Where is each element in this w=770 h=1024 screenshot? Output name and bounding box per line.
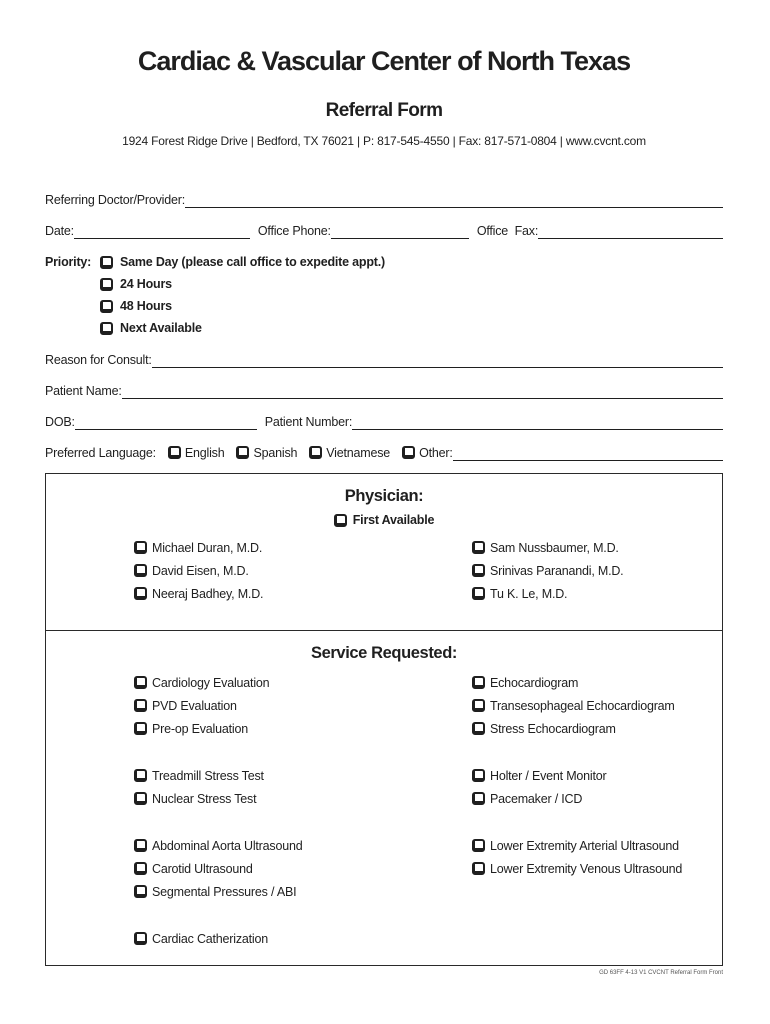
service-option bbox=[134, 671, 384, 694]
form-subtitle: Referral Form bbox=[325, 100, 443, 121]
office-phone-label: Office Phone: bbox=[257, 224, 331, 238]
office-fax-line[interactable] bbox=[538, 225, 723, 239]
service-checkbox-nuclear-stress-test[interactable] bbox=[134, 792, 147, 805]
reason-row bbox=[45, 351, 723, 368]
dob-row bbox=[45, 413, 723, 430]
physician-checkbox-michael-duran[interactable] bbox=[134, 541, 147, 554]
physician-checkbox-first-available[interactable] bbox=[334, 514, 347, 527]
priority-checkbox-next-available[interactable] bbox=[100, 322, 113, 335]
service-row bbox=[46, 880, 722, 903]
priority-label: Priority: bbox=[45, 255, 92, 269]
page-title: Cardiac & Vascular Center of North Texas bbox=[137, 46, 631, 76]
service-checkbox-treadmill-stress-test[interactable] bbox=[134, 769, 147, 782]
physician-checkbox-sam-nussbaumer[interactable] bbox=[472, 541, 485, 554]
service-checkbox-pvd-evaluation[interactable] bbox=[134, 699, 147, 712]
service-requested-title: Service Requested: bbox=[311, 644, 457, 662]
service-option bbox=[134, 834, 384, 857]
service-requested-section bbox=[46, 631, 722, 950]
service-label: Treadmill Stress Test bbox=[152, 768, 264, 783]
physician-checkbox-srinivas-paranandi[interactable] bbox=[472, 564, 485, 577]
patient-name-line[interactable] bbox=[122, 385, 723, 399]
patient-number-line[interactable] bbox=[352, 416, 723, 430]
service-option bbox=[472, 694, 722, 717]
referring-doctor-line[interactable] bbox=[185, 194, 723, 208]
service-checkbox-pacemaker-icd[interactable] bbox=[472, 792, 485, 805]
service-label: Pre-op Evaluation bbox=[152, 721, 248, 736]
physician-label: Srinivas Paranandi, M.D. bbox=[490, 563, 624, 578]
physician-label: Neeraj Badhey, M.D. bbox=[152, 586, 264, 601]
service-option bbox=[134, 857, 384, 880]
service-checkbox-carotid-ultrasound[interactable] bbox=[134, 862, 147, 875]
office-fax-label: Office Fax: bbox=[476, 224, 539, 238]
service-label: Lower Extremity Arterial Ultrasound bbox=[490, 838, 679, 853]
patient-name-label: Patient Name: bbox=[45, 384, 122, 398]
service-checkbox-transesophageal-echocardiogram[interactable] bbox=[472, 699, 485, 712]
service-option bbox=[134, 717, 384, 740]
service-option bbox=[472, 787, 722, 810]
dob-label: DOB: bbox=[45, 415, 75, 429]
office-phone-line[interactable] bbox=[331, 225, 469, 239]
service-label: Lower Extremity Venous Ultrasound bbox=[490, 861, 683, 876]
service-label: Segmental Pressures / ABI bbox=[152, 884, 297, 899]
physician-section bbox=[46, 474, 722, 631]
service-option bbox=[134, 787, 384, 810]
language-label: English bbox=[184, 445, 225, 460]
service-option bbox=[472, 717, 722, 740]
service-checkbox-cardiac-catherization[interactable] bbox=[134, 932, 147, 945]
priority-option-label: Same Day (please call office to expedite appt.) bbox=[120, 255, 385, 269]
language-checkbox-other[interactable] bbox=[402, 446, 415, 459]
service-row bbox=[46, 857, 722, 880]
service-row bbox=[46, 671, 722, 694]
first-available-label: First Available bbox=[352, 513, 435, 527]
service-checkbox-lower-extremity-venous-ultrasound[interactable] bbox=[472, 862, 485, 875]
service-row bbox=[46, 787, 722, 810]
priority-checkbox-same-day[interactable] bbox=[100, 256, 113, 269]
service-label: Stress Echocardiogram bbox=[490, 721, 616, 736]
service-option bbox=[472, 671, 722, 694]
preferred-language-label: Preferred Language: bbox=[45, 445, 156, 460]
first-available-option bbox=[46, 510, 722, 530]
priority-option-row bbox=[45, 251, 723, 273]
physician-option bbox=[134, 536, 384, 559]
service-rows bbox=[46, 671, 722, 950]
physician-option bbox=[472, 582, 722, 605]
language-row bbox=[45, 444, 723, 461]
language-option-spanish bbox=[236, 446, 297, 460]
service-checkbox-segmental-pressures-abi[interactable] bbox=[134, 885, 147, 898]
service-label: Transesophageal Echocardiogram bbox=[490, 698, 675, 713]
service-option bbox=[134, 764, 384, 787]
priority-option-label: 24 Hours bbox=[120, 277, 172, 291]
patient-number-label: Patient Number: bbox=[264, 415, 353, 429]
service-checkbox-holter-event-monitor[interactable] bbox=[472, 769, 485, 782]
selection-box bbox=[45, 473, 723, 966]
date-label: Date: bbox=[45, 224, 74, 238]
patient-name-row bbox=[45, 382, 723, 399]
referring-doctor-row bbox=[45, 191, 723, 208]
service-option bbox=[472, 857, 722, 880]
physician-option bbox=[472, 559, 722, 582]
service-label: Carotid Ultrasound bbox=[152, 861, 253, 876]
form-code: GD 63FF 4-13 V1 CVCNT Referral Form Front bbox=[599, 970, 723, 976]
service-row bbox=[46, 927, 722, 950]
service-checkbox-lower-extremity-arterial-ultrasound[interactable] bbox=[472, 839, 485, 852]
service-label: Pacemaker / ICD bbox=[490, 791, 583, 806]
language-label: Spanish bbox=[253, 445, 298, 460]
priority-option-row bbox=[45, 295, 723, 317]
language-checkbox-spanish[interactable] bbox=[236, 446, 249, 459]
priority-option-row bbox=[45, 317, 723, 339]
service-label: Holter / Event Monitor bbox=[490, 768, 607, 783]
service-row bbox=[46, 834, 722, 857]
service-checkbox-pre-op-evaluation[interactable] bbox=[134, 722, 147, 735]
service-row bbox=[46, 764, 722, 787]
physician-option bbox=[134, 582, 384, 605]
service-row bbox=[46, 717, 722, 740]
priority-option-label: Next Available bbox=[120, 321, 202, 335]
physician-label: Tu K. Le, M.D. bbox=[490, 586, 568, 601]
priority-option-label: 48 Hours bbox=[120, 299, 172, 313]
priority-section bbox=[45, 251, 723, 339]
service-option bbox=[472, 764, 722, 787]
referring-doctor-label: Referring Doctor/Provider: bbox=[45, 193, 185, 207]
service-checkbox-abdominal-aorta-ultrasound[interactable] bbox=[134, 839, 147, 852]
service-label: Nuclear Stress Test bbox=[152, 791, 257, 806]
language-option-english bbox=[168, 446, 225, 460]
date-line[interactable] bbox=[74, 225, 250, 239]
priority-checkbox-24-hours[interactable] bbox=[100, 278, 113, 291]
service-option bbox=[472, 834, 722, 857]
language-other-line[interactable] bbox=[453, 447, 723, 461]
reason-line[interactable] bbox=[152, 354, 723, 368]
service-option bbox=[134, 880, 384, 903]
physician-label: Michael Duran, M.D. bbox=[152, 540, 263, 555]
physician-checkbox-david-eisen[interactable] bbox=[134, 564, 147, 577]
service-label: Cardiac Catherization bbox=[152, 931, 268, 946]
date-row bbox=[45, 222, 723, 239]
service-label: PVD Evaluation bbox=[152, 698, 237, 713]
language-other-label: Other: bbox=[419, 445, 453, 460]
priority-checkbox-48-hours[interactable] bbox=[100, 300, 113, 313]
physician-option bbox=[134, 559, 384, 582]
dob-line[interactable] bbox=[75, 416, 257, 430]
service-label: Echocardiogram bbox=[490, 675, 579, 690]
physician-option bbox=[472, 536, 722, 559]
physician-column-left bbox=[46, 536, 384, 605]
service-row bbox=[46, 694, 722, 717]
language-option-other bbox=[402, 446, 453, 460]
physician-title: Physician: bbox=[344, 487, 424, 505]
language-label: Vietnamese bbox=[326, 445, 391, 460]
reason-label: Reason for Consult: bbox=[45, 353, 152, 367]
contact-line: 1924 Forest Ridge Drive | Bedford, TX 76021 | P: 817-545-4550 | Fax: 817-571-0804 | www.cvcnt.com bbox=[122, 134, 646, 148]
physician-column-right bbox=[384, 536, 722, 605]
service-option bbox=[134, 927, 384, 950]
priority-option-row bbox=[45, 273, 723, 295]
service-label: Cardiology Evaluation bbox=[152, 675, 270, 690]
physician-label: Sam Nussbaumer, M.D. bbox=[490, 540, 619, 555]
language-checkbox-english[interactable] bbox=[168, 446, 181, 459]
service-checkbox-cardiology-evaluation[interactable] bbox=[134, 676, 147, 689]
language-option-vietnamese bbox=[309, 446, 390, 460]
language-checkbox-vietnamese[interactable] bbox=[309, 446, 322, 459]
physician-columns bbox=[46, 536, 722, 605]
service-checkbox-stress-echocardiogram[interactable] bbox=[472, 722, 485, 735]
service-checkbox-echocardiogram[interactable] bbox=[472, 676, 485, 689]
physician-checkbox-tu-k-le[interactable] bbox=[472, 587, 485, 600]
physician-label: David Eisen, M.D. bbox=[152, 563, 249, 578]
service-label: Abdominal Aorta Ultrasound bbox=[152, 838, 303, 853]
physician-checkbox-neeraj-badhey[interactable] bbox=[134, 587, 147, 600]
service-option bbox=[134, 694, 384, 717]
